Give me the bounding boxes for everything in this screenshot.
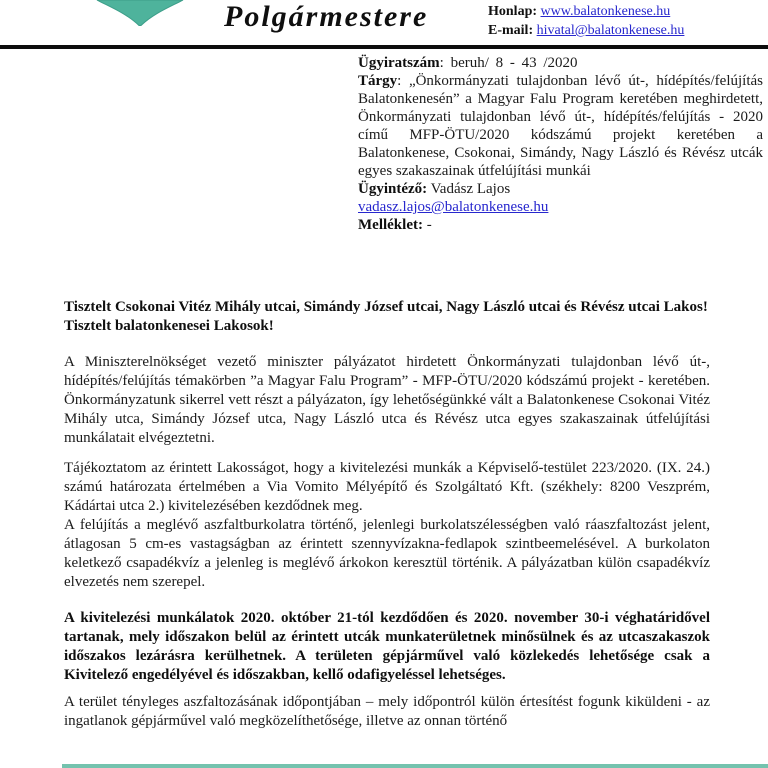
case-number-line xyxy=(358,54,763,72)
case-number-value: : beruh/ 8 - 43 /2020 xyxy=(439,55,578,71)
officer-email-line xyxy=(358,198,763,216)
page-title: Polgármestere xyxy=(224,0,429,33)
email-link[interactable]: hivatal@balatonkenese.hu xyxy=(536,23,685,38)
homepage-row xyxy=(488,2,684,21)
paragraph-program: A Miniszterelnökséget vezető miniszter pályázatot hirdetett Önkormányzati tulajdonban lévő út-, hídépítés/felújítás témakörben ”a Magyar Falu Program” - MFP-ÖTU/2020 kódszámú projekt - keretében. Önkormányzatunk sikerrel vett részt a pályázaton, így lehetőségünkké vált a Balatonkenese Csokonai Vitéz Mihály utca, Simándy József utca, Nagy László utca és Révész utca egyes szakaszainak útfelújítási munkálatait elvégeztetni. xyxy=(64,354,710,446)
case-number-label: Ügyiratszám xyxy=(358,55,440,71)
salutation-line-2: Tisztelt balatonkenesei Lakosok! xyxy=(64,318,274,334)
homepage-label: Honlap: xyxy=(488,4,538,19)
attachment-value: - xyxy=(422,217,432,233)
officer-label: Ügyintéző: xyxy=(358,181,428,197)
attachment-line xyxy=(358,216,763,234)
paragraph-schedule: A kivitelezési munkálatok 2020. október 21-tól kezdődően és 2020. november 30-i véghatáridővel tartanak, mely időszakon belül az érintett utcák munkaterületnek minősülnek és az utcaszakaszok időszakos lezárásra kerülhetnek. A területen gépjárművel való közlekedés lehetősége csak a Kivitelező engedélyével és időszakban, kellő odafigyeléssel lehetséges. xyxy=(64,610,710,683)
subject-line xyxy=(358,72,763,180)
subject-value: : „Önkormányzati tulajdonban lévő út-, hídépítés/felújítás Balatonkenesén” a Magyar Falu Program keretében meghirdetett, Önkormányzati tulajdonban lévő út-, hídépítés/felújítás - 2020 című MFP-ÖTU/2020 kódszámú projekt keretében a Balatonkenese, Csokonai, Simándy, Nagy László és Révész utcák egyes szakaszainak útfelújítási munkái xyxy=(358,73,763,179)
salutation-line-1: Tisztelt Csokonai Vitéz Mihály utcai, Simándy József utcai, Nagy László utcai és Révész utcai Lakos! xyxy=(64,299,708,315)
contact-block xyxy=(488,2,684,40)
footer-accent-bar xyxy=(62,764,768,768)
paragraph-contractor: Tájékoztatom az érintett Lakosságot, hogy a kivitelezési munkák a Képviselő-testület 223/2020. (IX. 24.) számú határozata értelmében a Via Vomito Mélyépítő és Szolgáltató Kft. (székhely: 8200 Veszprém, Kádártai utca 2.) kivitelezésében kezdődnek meg. xyxy=(64,460,710,514)
attachment-label: Melléklet: xyxy=(358,217,423,233)
crest-heart-icon xyxy=(96,0,184,26)
town-crest-logo xyxy=(96,0,184,26)
officer-line xyxy=(358,180,763,198)
email-row xyxy=(488,21,684,40)
header-divider xyxy=(0,45,768,49)
email-label: E-mail: xyxy=(488,23,534,38)
document-metadata xyxy=(358,54,763,234)
homepage-link[interactable]: www.balatonkenese.hu xyxy=(540,4,671,19)
subject-label: Tárgy xyxy=(358,73,398,89)
officer-email-link[interactable]: vadasz.lajos@balatonkenese.hu xyxy=(358,199,549,215)
paragraph-works-detail: A felújítás a meglévő aszfaltburkolatra történő, jelenlegi burkolatszélességben való ráaszfaltozást jelent, átlagosan 5 cm-es vastagságban az érintett szennyvízakna-fedlapok szintbeemelésével. A burkolaton keletkező csapadékvíz a jelenleg is meglévő árkokon keresztül történik. A pályázatban külön csapadékvíz elvezetés nem szerepel. xyxy=(64,517,710,590)
officer-value: Vadász Lajos xyxy=(427,181,511,197)
letter-body xyxy=(64,298,710,731)
paragraph-access: A terület tényleges aszfaltozásának időpontjában – mely időpontról külön értesítést fogunk kiküldeni - az ingatlanok gépjárművel való megközelíthetősége, illetve az onnan történő xyxy=(64,694,710,729)
